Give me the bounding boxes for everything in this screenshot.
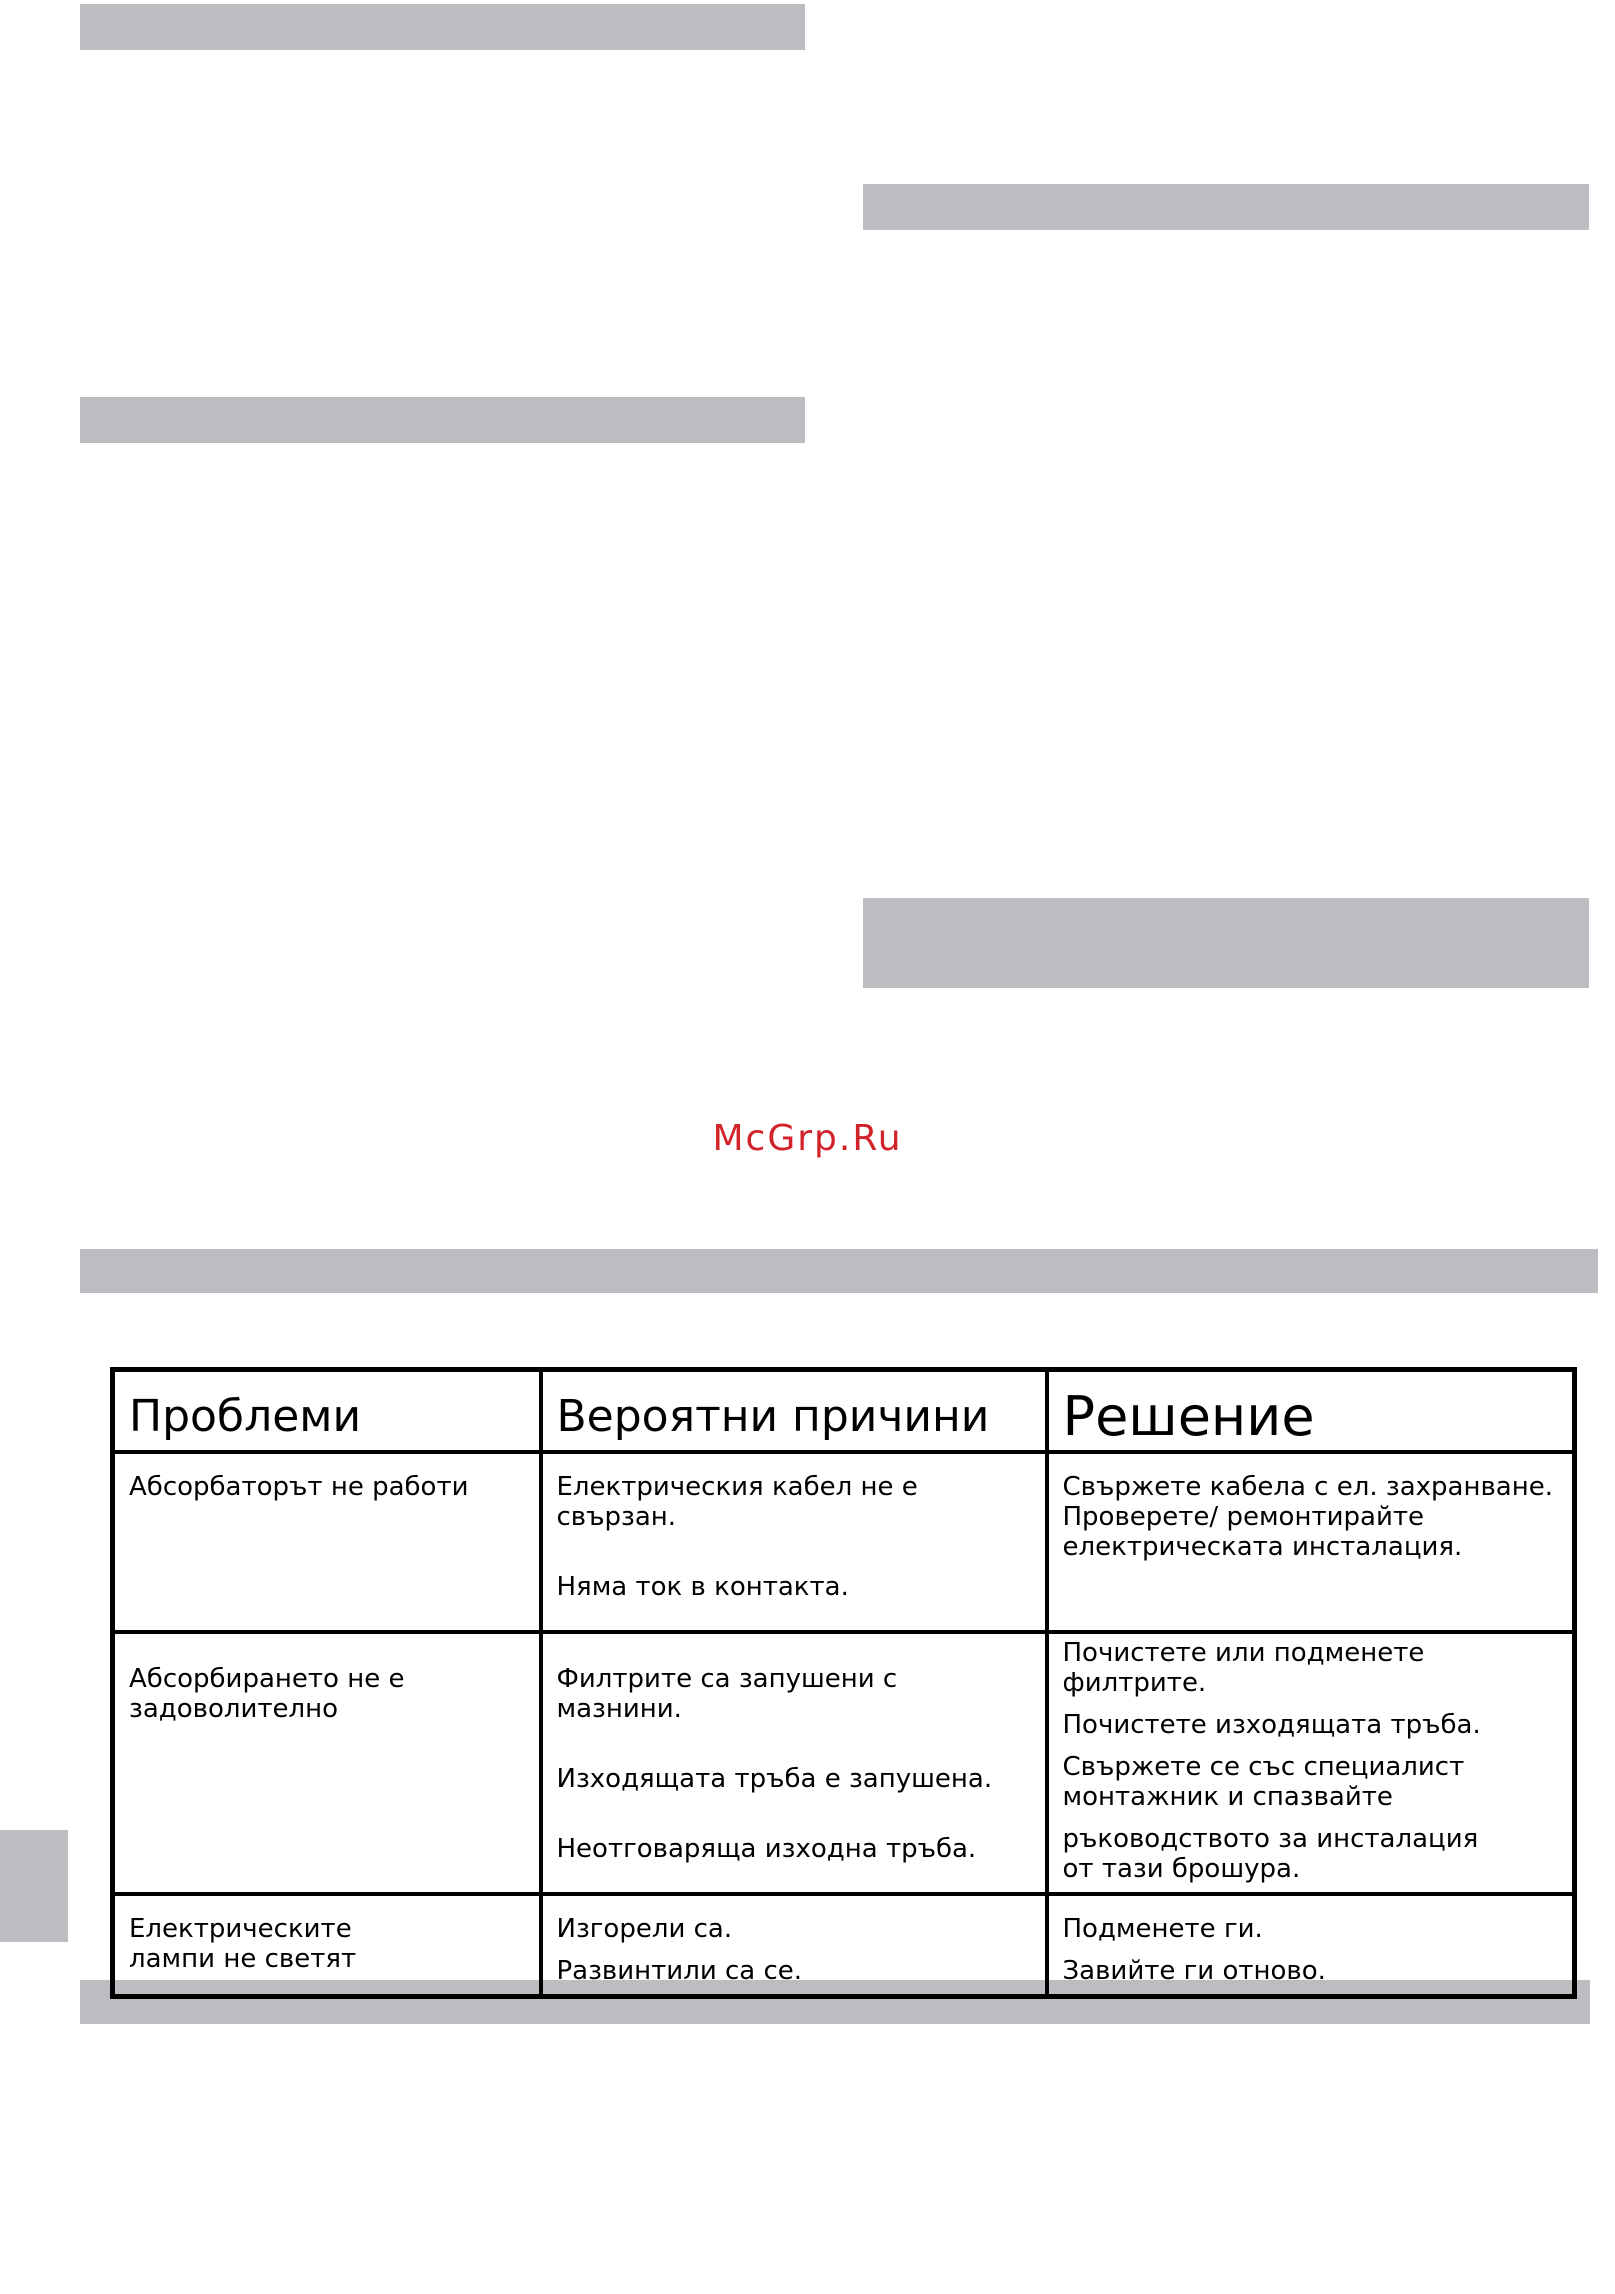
solution-text: Завийте ги отново.: [1062, 1955, 1326, 1986]
problem-text: задоволително: [129, 1693, 339, 1724]
header-solution: Решение: [1047, 1370, 1575, 1452]
section-bar-right-2: [863, 898, 1589, 988]
solution-text: Свържете кабела с ел. захранване.: [1062, 1471, 1553, 1502]
cause-text: Няма ток в контакта.: [556, 1571, 849, 1602]
solution-text: Подменете ги.: [1062, 1913, 1263, 1944]
cause-text: Филтрите са запушени с мазнини.: [556, 1663, 898, 1724]
solution-text: Почистете или подменете филтрите.: [1062, 1637, 1425, 1698]
solution-text: монтажник и спазвайте: [1062, 1781, 1393, 1812]
problem-text: Абсорбирането не е: [129, 1663, 405, 1694]
solutions-cell: [1047, 1632, 1575, 1894]
solution-text: електрическата инсталация.: [1062, 1531, 1463, 1562]
problem-text: лампи не светят: [129, 1943, 357, 1974]
solution-text: Свържете се със специалист: [1062, 1751, 1465, 1782]
cause-text: Изходящата тръба е запушена.: [556, 1763, 993, 1794]
solutions-cell: [1047, 1894, 1575, 1997]
solution-text: от тази брошура.: [1062, 1853, 1301, 1884]
solution-text: ръководството за инсталация: [1062, 1823, 1479, 1854]
table-header-row: [113, 1370, 1575, 1452]
section-bar-right-1: [863, 184, 1589, 230]
section-bar-troubleshooting: [80, 1249, 1598, 1293]
table-row: [113, 1894, 1575, 1997]
header-problems: Проблеми: [113, 1370, 541, 1452]
causes-cell: [541, 1452, 1047, 1632]
problem-text: Електрическите: [129, 1913, 352, 1944]
table-row: [113, 1452, 1575, 1632]
problem-cell: [113, 1632, 541, 1894]
page-side-tab: [0, 1830, 68, 1942]
section-bar-top-left: [80, 4, 805, 50]
causes-cell: [541, 1632, 1047, 1894]
cause-text: Изгорели са.: [556, 1913, 733, 1944]
causes-cell: [541, 1894, 1047, 1997]
problem-text: Абсорбаторът не работи: [129, 1471, 469, 1502]
problem-cell: [113, 1894, 541, 1997]
problem-cell: [113, 1452, 541, 1632]
watermark: McGrp.Ru: [712, 1118, 903, 1159]
solution-text: Почистете изходящата тръба.: [1062, 1709, 1481, 1740]
header-causes: Вероятни причини: [541, 1370, 1047, 1452]
solutions-cell: [1047, 1452, 1575, 1632]
troubleshooting-table: [110, 1367, 1577, 1999]
cause-text: Развинтили са се.: [556, 1955, 803, 1986]
cause-text: свързан.: [556, 1501, 677, 1532]
table-row: [113, 1632, 1575, 1894]
solution-text: Проверете/ ремонтирайте: [1062, 1501, 1424, 1532]
section-bar-left-2: [80, 397, 805, 443]
cause-text: Електрическия кабел не е: [556, 1471, 918, 1502]
cause-text: Неотговаряща изходна тръба.: [556, 1833, 977, 1864]
